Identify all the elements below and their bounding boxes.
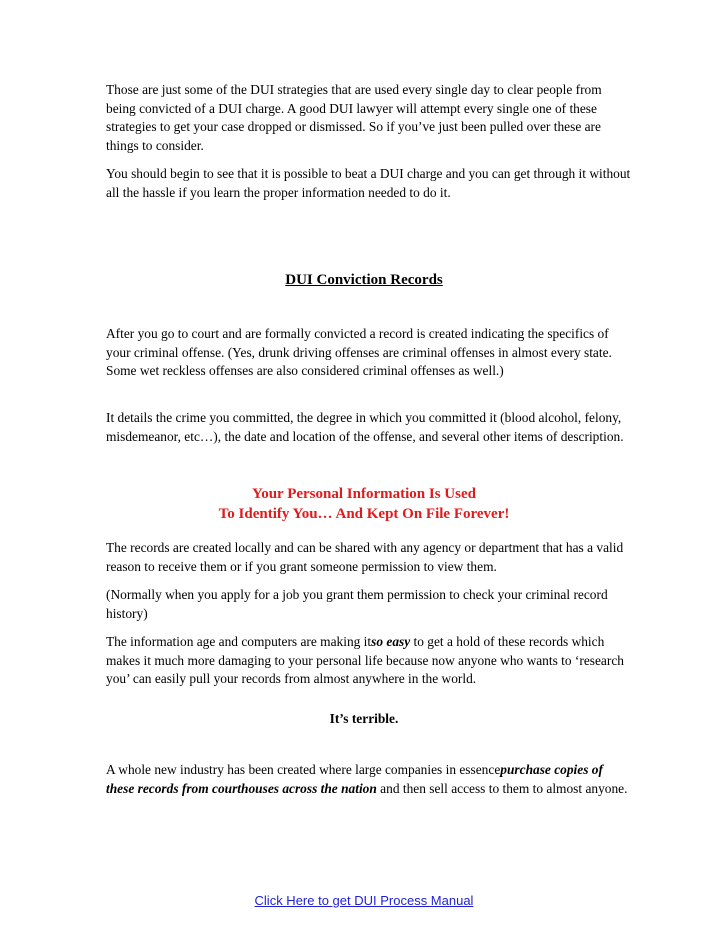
- intro-paragraph-1: Those are just some of the DUI strategies that are used every single day to clear people from being convicted of a DUI charge. A good DUI lawyer will attempt every single one of these strategies to get your case dropped or dismissed. So if you’ve just been pulled over these are things to consider.: [106, 82, 602, 153]
- records-paragraph-4: [106, 761, 634, 798]
- records-p4-emphasis: purchase copies of these records from courthouses across the nation: [106, 762, 603, 796]
- records-p3-emphasis: so easy: [371, 634, 411, 649]
- records-p3-end: to get a hold of these records which makes it much more damaging to your personal life because now anyone who wants to ‘research you’ can easily pull your records from almost anywhere in the world.: [106, 634, 624, 687]
- section-heading: [0, 270, 728, 290]
- records-p4-start: A whole new industry has been created where large companies in essence: [106, 762, 501, 777]
- callout-line-1: Your Personal Information Is Used: [252, 486, 476, 502]
- dui-manual-link[interactable]: Click Here to get DUI Process Manual: [254, 893, 474, 908]
- callout-title: [0, 484, 728, 524]
- section-paragraph-2: It details the crime you committed, the degree in which you committed it (blood alcohol, felony, misdemeanor, etc…), the date and location of the offense, and several other items of description.: [106, 410, 624, 444]
- records-paragraph-1: The records are created locally and can be shared with any agency or department that has a valid reason to receive them or if you grant someone permission to view them.: [106, 540, 624, 574]
- section-heading-text: DUI Conviction Records: [285, 272, 443, 288]
- section-paragraph-1: After you go to court and are formally convicted a record is created indicating the specifics of your criminal offense. (Yes, drunk driving offenses are criminal offenses in almost every state. Some wet reckless offenses are also considered criminal offenses as well.): [106, 326, 612, 379]
- intro-paragraph-2: You should begin to see that it is possible to beat a DUI charge and you can get through it without all the hassle if you learn the proper information needed to do it.: [106, 166, 631, 200]
- records-p4-end: and then sell access to them to almost anyone.: [376, 780, 628, 796]
- callout-line-2: To Identify You… And Kept On File Forever!: [218, 506, 510, 522]
- its-terrible-text: It’s terrible.: [329, 711, 399, 726]
- records-paragraph-2: (Normally when you apply for a job you grant them permission to check your criminal record history): [106, 587, 608, 621]
- records-p3-start: The information age and computers are making it: [106, 634, 372, 649]
- records-paragraph-3: [106, 633, 634, 689]
